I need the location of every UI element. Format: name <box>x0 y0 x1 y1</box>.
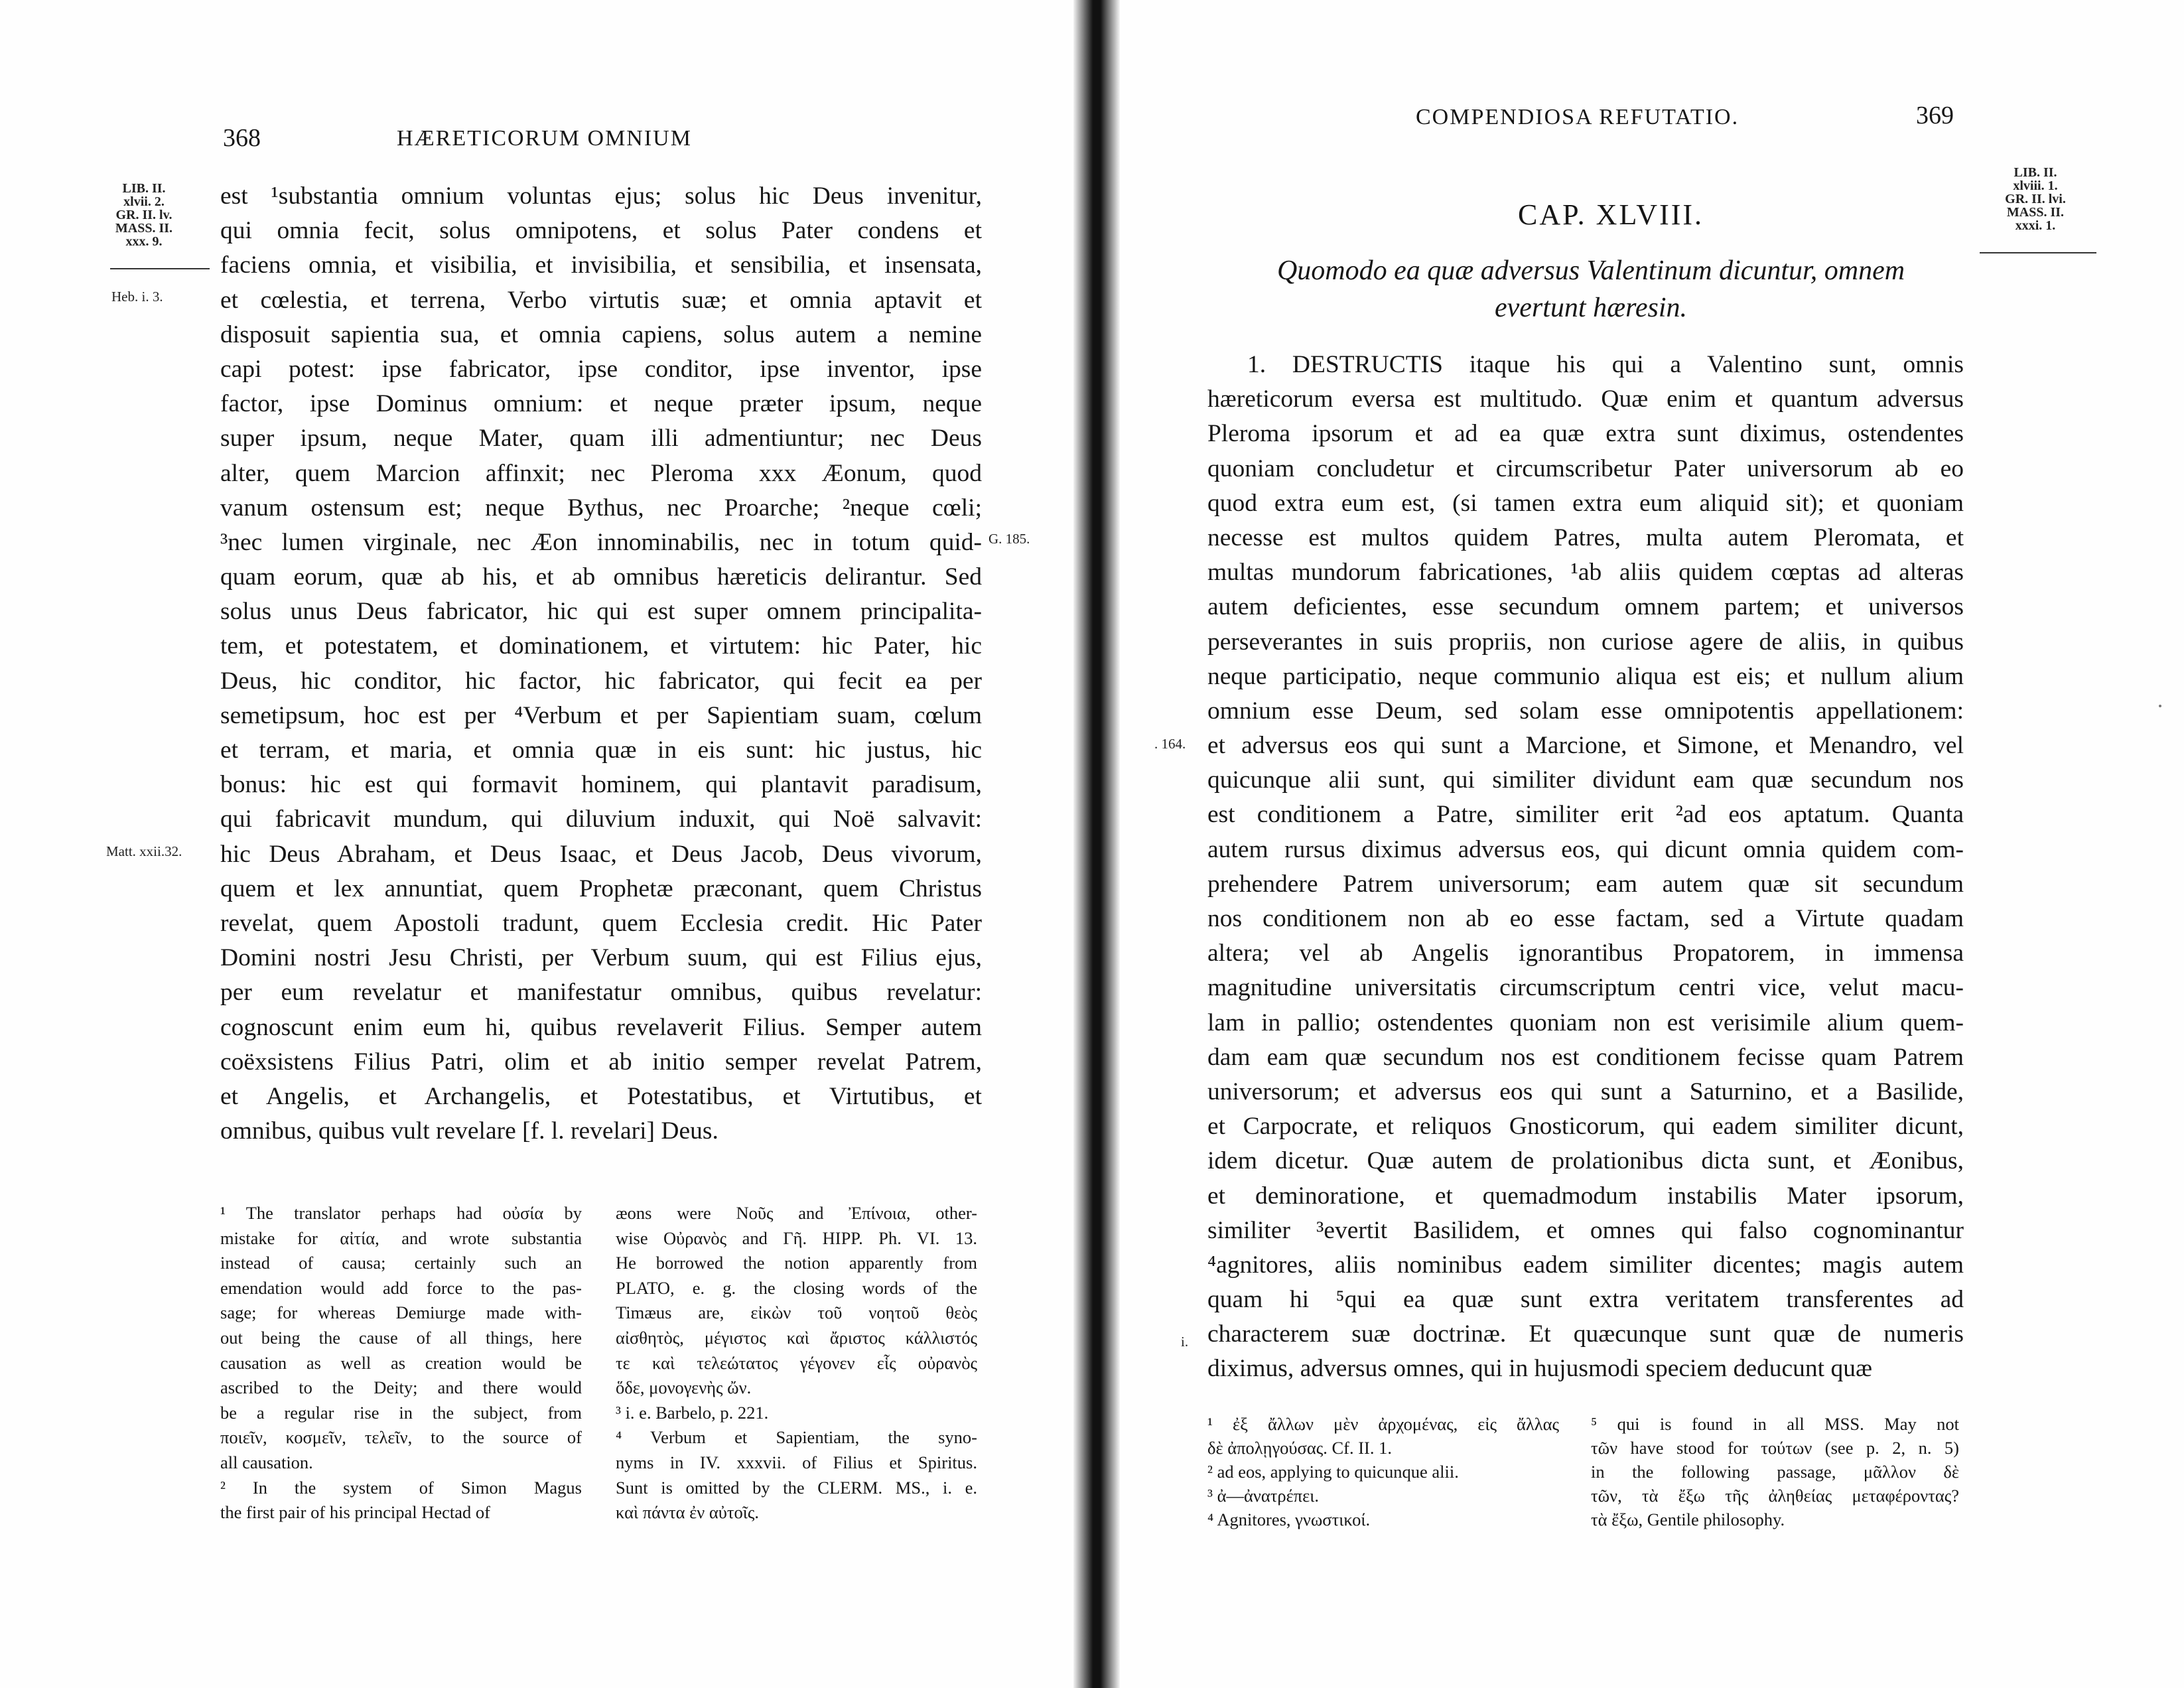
text-line: idem dicetur. Quæ autem de prolationibus dicta sunt, et Æonibus, <box>1207 1147 1964 1175</box>
text-line: ³nec lumen virginale, nec Æon innominabilis, nec in totum quid- <box>220 528 982 556</box>
footnote-line: ³ i. e. Barbelo, p. 221. <box>616 1402 769 1423</box>
footnote-line: ποιεῖν, κοσμεῖν, τελεῖν, to the source of <box>220 1427 582 1448</box>
footnote-line: instead of causa; certainly such an <box>220 1253 582 1273</box>
margin-note-rule <box>1980 252 2096 253</box>
text-line: quicunque alii sunt, qui similiter dividunt eam quæ secundum nos <box>1207 766 1964 794</box>
text-line: characterem suæ doctrinæ. Et quæcunque sunt quæ de numeris <box>1207 1320 1964 1348</box>
footnote-line: ¹ The translator perhaps had οὐσία by <box>220 1203 582 1223</box>
footnote-line: wise Οὐρανὸς and Γῆ. HIPP. Ph. VI. 13. <box>616 1228 977 1248</box>
text-line: quem et lex annuntiat, quem Prophetæ præconant, quem Christus <box>220 875 982 902</box>
text-line: et deminoratione, et quemadmodum instabilis Mater ipsorum, <box>1207 1182 1964 1210</box>
footnote-line: Sunt is omitted by the CLERM. MS., i. e. <box>616 1477 977 1498</box>
footnote-line: causation as well as creation would be <box>220 1352 582 1373</box>
body-text <box>220 179 982 1149</box>
text-line: dam eam quæ secundum nos est conditionem fecisse quam Patrem <box>1207 1043 1964 1071</box>
text-line: ⁴agnitores, aliis nominibus eadem similiter dicentes; magis autem <box>1207 1251 1964 1279</box>
side-ref-g185: G. 185. <box>989 531 1030 547</box>
text-line: et Carpocrate, et reliquos Gnosticorum, qui eadem similiter dicunt, <box>1207 1113 1964 1141</box>
left-page <box>0 0 1073 1688</box>
footnote-line: ³ ἀ—ἀνατρέπει. <box>1207 1486 1319 1506</box>
text-line: altera; vel ab Angelis ignorantibus Propatorem, in immensa <box>1207 940 1964 967</box>
footnote-line: sage; for whereas Demiurge made with- <box>220 1302 582 1323</box>
text-line: quam eorum, quæ ab his, et ab omnibus hæreticis delirantur. Sed <box>220 563 982 591</box>
text-line: faciens omnia, et visibilia, et invisibilia, et sensibilia, et insensata, <box>220 251 982 279</box>
chapter-subtitle: Quomodo ea quæ adversus Valentinum dicuntur, omnem evertunt hæresin. <box>1276 255 1905 323</box>
footnote-line: τῶν, τὰ ἔξω τῆς ἀληθείας μεταφέροντας? <box>1591 1486 1959 1506</box>
text-line: et Angelis, et Archangelis, et Potestatibus, et Virtutibus, et <box>220 1082 982 1110</box>
scan-fleck <box>2159 705 2161 707</box>
footnotes-col-2 <box>616 1201 977 1525</box>
footnote-line: τὰ ἔξω, Gentile philosophy. <box>1591 1510 1785 1529</box>
text-line: magnitudine universitatis circumscriptum centri vice, velut macu- <box>1207 974 1964 1002</box>
text-line: omnibus, quibus vult revelare [f. l. revelari] Deus. <box>220 1117 718 1145</box>
body-text <box>1207 348 1964 1387</box>
footnote-line: He borrowed the notion apparently from <box>616 1253 977 1273</box>
right-page <box>1120 0 2184 1688</box>
text-line: qui fabricavit mundum, qui diluvium induxit, qui Noë salvavit: <box>220 806 982 833</box>
text-line: vanum ostensum est; neque Bythus, nec Proarche; ²neque cœli; <box>220 494 982 522</box>
footnotes-col-1 <box>220 1201 582 1525</box>
text-line: bonus: hic est qui formavit hominem, qui plantavit paradisum, <box>220 771 982 799</box>
page-number: 368 <box>223 124 261 152</box>
text-line: disposuit sapientia sua, et omnia capiens, solus autem a nemine <box>220 320 982 348</box>
running-head: HÆRETICORUM OMNIUM <box>397 126 692 151</box>
text-line: cognoscunt enim eum hi, quibus revelaverit Filius. Semper autem <box>220 1013 982 1041</box>
text-line: tem, et potestatem, et dominationem, et virtutem: hic Pater, hic <box>220 632 982 660</box>
running-head: COMPENDIOSA REFUTATIO. <box>1416 105 1740 129</box>
footnote-line: out being the cause of all things, here <box>220 1327 582 1348</box>
footnote-line: ⁴ Verbum et Sapientiam, the syno- <box>616 1427 977 1448</box>
footnote-line: in the following passage, μᾶλλον δὲ <box>1591 1462 1959 1482</box>
side-ref-hebrews: Heb. i. 3. <box>111 289 163 305</box>
footnote-line: καὶ πάντα ἐν αὐτοῖς. <box>616 1502 760 1523</box>
book-gutter <box>1073 0 1120 1688</box>
text-line: lam in pallio; ostendentes quoniam non est verisimile alium quem- <box>1207 1009 1964 1036</box>
text-line: autem rursus diximus adversus eos, qui dicunt omnia quidem com- <box>1207 835 1964 863</box>
text-line: hic Deus Abraham, et Deus Isaac, et Deus Jacob, Deus vivorum, <box>220 840 982 868</box>
text-line: et adversus eos qui sunt a Marcione, et Simone, et Menandro, vel <box>1207 732 1964 760</box>
text-line: autem deficientes, esse secundum omnem partem; et universos <box>1207 593 1964 621</box>
text-line: 1. DESTRUCTIS itaque his qui a Valentino sunt, omnis <box>1247 351 1964 378</box>
text-line: Pleroma ipsorum et ad ea quæ extra sunt diximus, ostendentes <box>1207 420 1964 448</box>
text-line: similiter ³evertit Basilidem, et omnes qui falso cognominantur <box>1207 1216 1964 1244</box>
text-line: per eum revelatur et manifestatur omnibus, quibus revelatur: <box>220 979 982 1007</box>
footnote-line: τε καὶ τελεώτατος γέγονεν εἷς οὐρανὸς <box>616 1352 977 1373</box>
side-ref-i: i. <box>1181 1334 1189 1350</box>
text-line: universorum; et adversus eos qui sunt a Saturnino, et a Basilide, <box>1207 1078 1964 1105</box>
footnote-line: PLATO, e. g. the closing words of the <box>616 1277 977 1298</box>
text-line: Domini nostri Jesu Christi, per Verbum suum, qui est Filius ejus, <box>220 944 982 972</box>
text-line: revelat, quem Apostoli tradunt, quem Ecclesia credit. Hic Pater <box>220 909 982 937</box>
footnote-line: δὲ ἀπολῃγούσας. Cf. II. 1. <box>1207 1438 1392 1458</box>
text-line: nos conditionem non ab eo esse factam, sed a Virtute quadam <box>1207 905 1964 932</box>
footnote-line: ² ad eos, applying to quicunque alii. <box>1207 1462 1459 1482</box>
text-line: diximus, adversus omnes, qui in hujusmodi speciem deducunt quæ <box>1207 1355 1872 1383</box>
text-line: semetipsum, hoc est per ⁴Verbum et per Sapientiam suam, cœlum <box>220 701 982 729</box>
footnote-line: ⁵ qui is found in all MSS. May not <box>1591 1414 1959 1434</box>
footnote-line: æons were Νοῦς and Ἐπίνοια, other- <box>616 1203 977 1223</box>
footnote-line: τῶν have stood for τούτων (see p. 2, n. 5) <box>1591 1438 1959 1458</box>
text-line: quod extra eum est, (si tamen extra eum aliquid sit); et quoniam <box>1207 489 1964 517</box>
text-line: est ¹substantia omnium voluntas ejus; solus hic Deus invenitur, <box>220 182 982 210</box>
footnote-line: αἰσθητὸς, μέγιστος καὶ ἄριστος κάλλιστός <box>616 1327 977 1348</box>
text-line: capi potest: ipse fabricator, ipse conditor, ipse inventor, ipse <box>220 355 982 383</box>
footnotes-col-2 <box>1591 1412 1959 1531</box>
text-line: quam hi ⁵qui ea quæ sunt extra veritatem transferentes ad <box>1207 1286 1964 1314</box>
footnote-line: ¹ ἐξ ἄλλων μὲν ἀρχομένας, εἰς ἄλλας <box>1207 1414 1559 1434</box>
text-line: hæreticorum eversa est multitudo. Quæ enim et quantum adversus <box>1207 386 1964 413</box>
text-line: prehendere Patrem universorum; eam autem quæ sit secundum <box>1207 870 1964 898</box>
text-line: Deus, hic conditor, hic factor, hic fabricator, qui fecit ea per <box>220 667 982 695</box>
text-line: solus unus Deus fabricator, hic qui est super omnem principalita- <box>220 598 982 626</box>
margin-note-rule <box>110 268 210 269</box>
footnote-line: ὅδε, μονογενὴς ὤν. <box>616 1377 752 1398</box>
text-line: qui omnia fecit, solus omnipotens, et solus Pater condens et <box>220 217 982 245</box>
text-line: neque participatio, neque communio aliqua est eis; et nullum alium <box>1207 662 1964 690</box>
footnote-line: ² In the system of Simon Magus <box>220 1477 582 1498</box>
footnote-line: mistake for αἰτία, and wrote substantia <box>220 1228 582 1248</box>
text-line: super ipsum, neque Mater, quam illi admentiuntur; nec Deus <box>220 425 982 453</box>
side-ref-164: . 164. <box>1154 736 1186 752</box>
footnotes-col-1 <box>1207 1412 1559 1531</box>
text-line: est conditionem a Patre, similiter erit ²ad eos aptatum. Quanta <box>1207 801 1964 829</box>
side-ref-matthew: Matt. xxii.32. <box>106 843 182 859</box>
text-line: multas mundorum fabricationes, ¹ab aliis quidem cœptas ad alteras <box>1207 559 1964 587</box>
text-line: omnium esse Deum, sed solam esse omnipotentis appellationem: <box>1207 697 1964 725</box>
page-number: 369 <box>1916 102 1954 129</box>
footnote-line: emendation would add force to the pas- <box>220 1277 582 1298</box>
text-line: coëxsistens Filius Patri, olim et ab initio semper revelat Patrem, <box>220 1048 982 1076</box>
chapter-title: CAP. XLVIII. <box>1517 198 1704 231</box>
footnote-line: ⁴ Agnitores, γνωστικοί. <box>1207 1510 1371 1529</box>
text-line: perseverantes in suis propriis, non curiose agere de aliis, in quibus <box>1207 628 1964 656</box>
footnote-line: be a regular rise in the subject, from <box>220 1402 582 1423</box>
margin-note: LIB. II. xlvii. 2. GR. II. lv. MASS. II. xxx. 9. <box>115 181 173 249</box>
text-line: necesse est multos quidem Patres, multa autem Pleromata, et <box>1207 524 1964 551</box>
text-line: alter, quem Marcion affinxit; nec Pleroma xxx Æonum, quod <box>220 459 982 487</box>
text-line: quoniam concludetur et circumscribetur Pater universorum ab eo <box>1207 455 1964 482</box>
footnote-line: Timæus are, εἰκὼν τοῦ νοητοῦ θεὸς <box>616 1302 977 1323</box>
text-line: factor, ipse Dominus omnium: et neque præter ipsum, neque <box>220 390 982 418</box>
footnote-line: all causation. <box>220 1452 313 1472</box>
text-line: et terram, et maria, et omnia quæ in eis sunt: hic justus, hic <box>220 737 982 764</box>
footnote-line: the first pair of his principal Hectad of <box>220 1502 490 1523</box>
text-line: et cœlestia, et terrena, Verbo virtutis suæ; et omnia aptavit et <box>220 286 982 314</box>
margin-note: LIB. II. xlviii. 1. GR. II. lvi. MASS. II. xxxi. 1. <box>2005 165 2066 233</box>
footnote-line: ascribed to the Deity; and there would <box>220 1377 582 1398</box>
footnote-line: nyms in IV. xxxvii. of Filius et Spiritus. <box>616 1452 977 1472</box>
